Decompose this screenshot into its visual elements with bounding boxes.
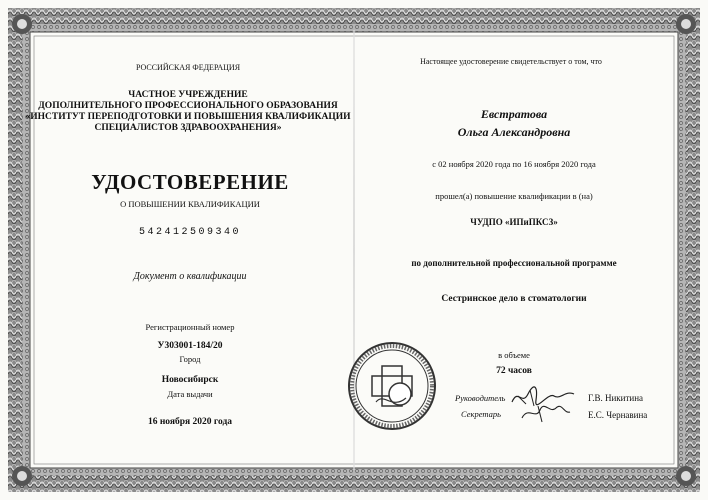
secretary-label: Секретарь: [461, 409, 501, 419]
org-line-2: ДОПОЛНИТЕЛЬНОГО ПРОФЕССИОНАЛЬНОГО ОБРАЗОВАНИЯ: [38, 101, 338, 111]
signatures: [508, 384, 578, 424]
org-line-1: ЧАСТНОЕ УЧРЕЖДЕНИЕ: [128, 90, 248, 100]
volume-label: в объеме: [498, 350, 530, 360]
volume-value: 72 часов: [496, 366, 532, 376]
country-label: РОССИЙСКАЯ ФЕДЕРАЦИЯ: [135, 63, 241, 72]
institution-name: ЧУДПО «ИПиПКСЗ»: [470, 217, 558, 227]
org-line-4: СПЕЦИАЛИСТОВ ЗДРАВООХРАНЕНИЯ»: [94, 123, 282, 133]
document-type: Документ о квалификации: [133, 271, 247, 282]
holder-surname: Евстратова: [480, 107, 548, 121]
issue-date-value: 16 ноября 2020 года: [147, 417, 233, 427]
passed-text: прошел(а) повышение квалификации в (на): [435, 191, 593, 201]
document-title: УДОСТОВЕРЕНИЕ: [91, 170, 289, 194]
program-label: по дополнительной профессиональной программе: [411, 258, 617, 268]
registration-label: Регистрационный номер: [145, 322, 235, 332]
intro-text: Настоящее удостоверение свидетельствует о том, что: [420, 57, 602, 66]
director-name: Г.В. Никитина: [588, 393, 644, 403]
study-period: с 02 ноября 2020 года по 16 ноября 2020 года: [432, 159, 596, 169]
official-seal: [346, 340, 438, 432]
director-label: Руководитель: [455, 393, 506, 403]
org-line-3: «ИНСТИТУТ ПЕРЕПОДГОТОВКИ И ПОВЫШЕНИЯ КВАЛИФИКАЦИИ: [25, 112, 351, 122]
serial-number: 542412509340: [138, 227, 242, 238]
city-value: Новосибирск: [161, 375, 219, 385]
secretary-name: Е.С. Чернавина: [588, 410, 648, 420]
registration-number: У303001-184/20: [157, 341, 223, 351]
holder-name: Ольга Александровна: [457, 125, 571, 139]
document-subtitle: О ПОВЫШЕНИИ КВАЛИФИКАЦИИ: [120, 199, 260, 209]
program-title: Сестринское дело в стоматологии: [441, 294, 587, 304]
issue-date-label: Дата выдачи: [167, 389, 213, 399]
city-label: Город: [179, 354, 201, 364]
